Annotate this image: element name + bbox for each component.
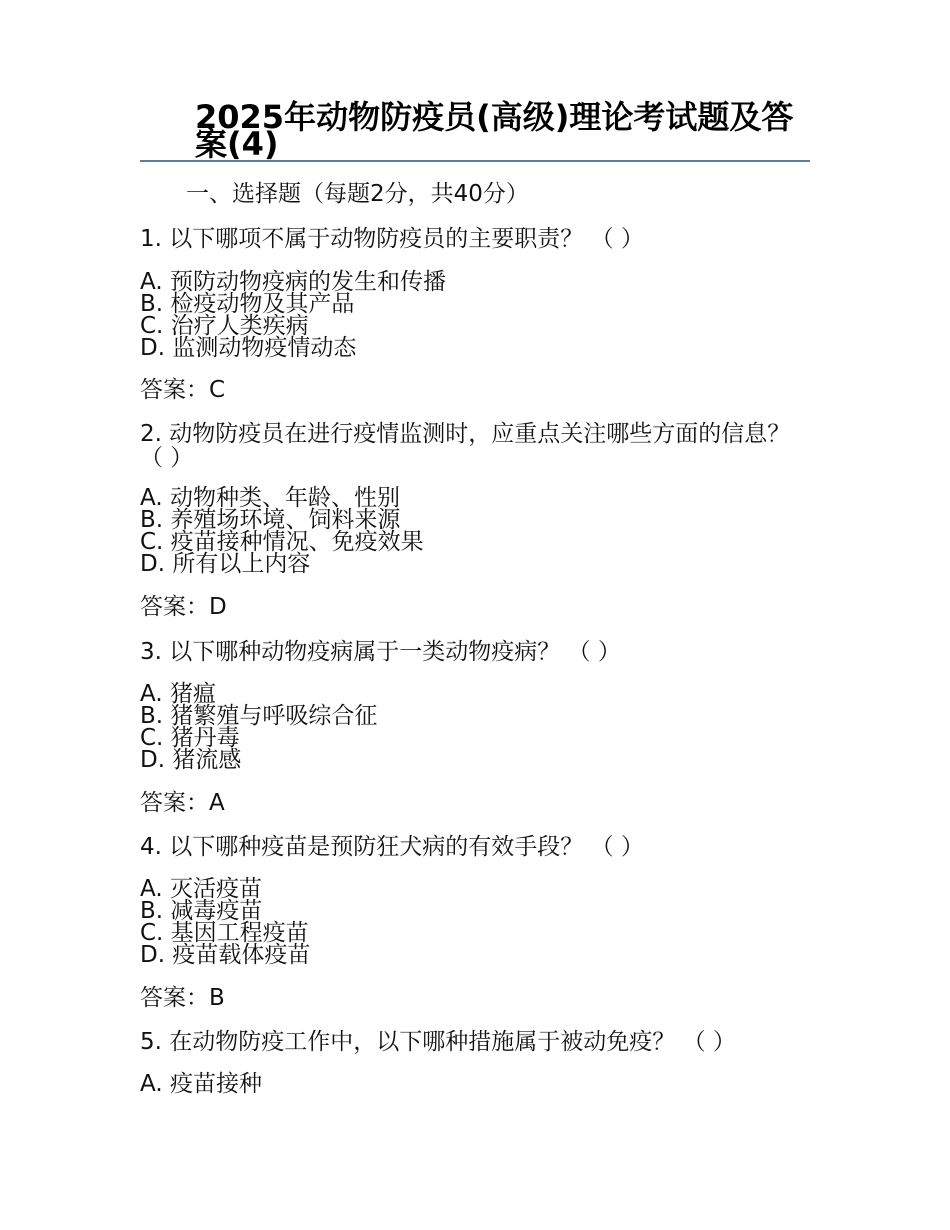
- option-item: A. 疫苗接种: [140, 1071, 262, 1097]
- option-item: C. 猪丹毒: [140, 725, 240, 751]
- option-item: B. 检疫动物及其产品: [140, 291, 355, 317]
- option-item: D. 猪流感: [140, 747, 242, 773]
- option-item: D. 疫苗载体疫苗: [140, 942, 311, 968]
- section-heading: 一、选择题（每题2分，共40分）: [186, 181, 529, 207]
- question-stem: 4. 以下哪种疫苗是预防狂犬病的有效手段？ （ ）: [140, 834, 644, 860]
- answer-text: 答案：D: [140, 594, 227, 620]
- option-item: A. 灭活疫苗: [140, 876, 262, 902]
- document-title: 2025年动物防疫员(高级)理论考试题及答案(4): [195, 98, 794, 163]
- option-list: [140, 683, 377, 771]
- question-stem: 2. 动物防疫员在进行疫情监测时，应重点关注哪些方面的信息？ （ ）: [140, 421, 791, 471]
- option-item: A. 猪瘟: [140, 681, 216, 707]
- option-item: A. 预防动物疫病的发生和传播: [140, 269, 446, 295]
- question-stem: 5. 在动物防疫工作中，以下哪种措施属于被动免疫？ （ ）: [140, 1029, 736, 1055]
- option-item: C. 治疗人类疾病: [140, 313, 309, 339]
- answer-text: 答案：A: [140, 790, 225, 816]
- option-list: [140, 271, 446, 359]
- option-list: [140, 1073, 262, 1095]
- option-item: A. 动物种类、年龄、性别: [140, 485, 400, 511]
- option-item: D. 监测动物疫情动态: [140, 335, 357, 361]
- option-item: C. 疫苗接种情况、免疫效果: [140, 529, 424, 555]
- option-item: C. 基因工程疫苗: [140, 920, 309, 946]
- title-divider: [140, 160, 810, 162]
- option-item: D. 所有以上内容: [140, 551, 311, 577]
- option-item: B. 养殖场环境、饲料来源: [140, 507, 401, 533]
- question-stem: 3. 以下哪种动物疫病属于一类动物疫病？ （ ）: [140, 639, 621, 665]
- option-list: [140, 487, 424, 575]
- option-item: B. 猪繁殖与呼吸综合征: [140, 703, 378, 729]
- question-stem: 1. 以下哪项不属于动物防疫员的主要职责？ （ ）: [140, 226, 644, 252]
- option-item: B. 减毒疫苗: [140, 898, 263, 924]
- answer-text: 答案：C: [140, 377, 226, 403]
- answer-text: 答案：B: [140, 985, 225, 1011]
- option-list: [140, 878, 310, 966]
